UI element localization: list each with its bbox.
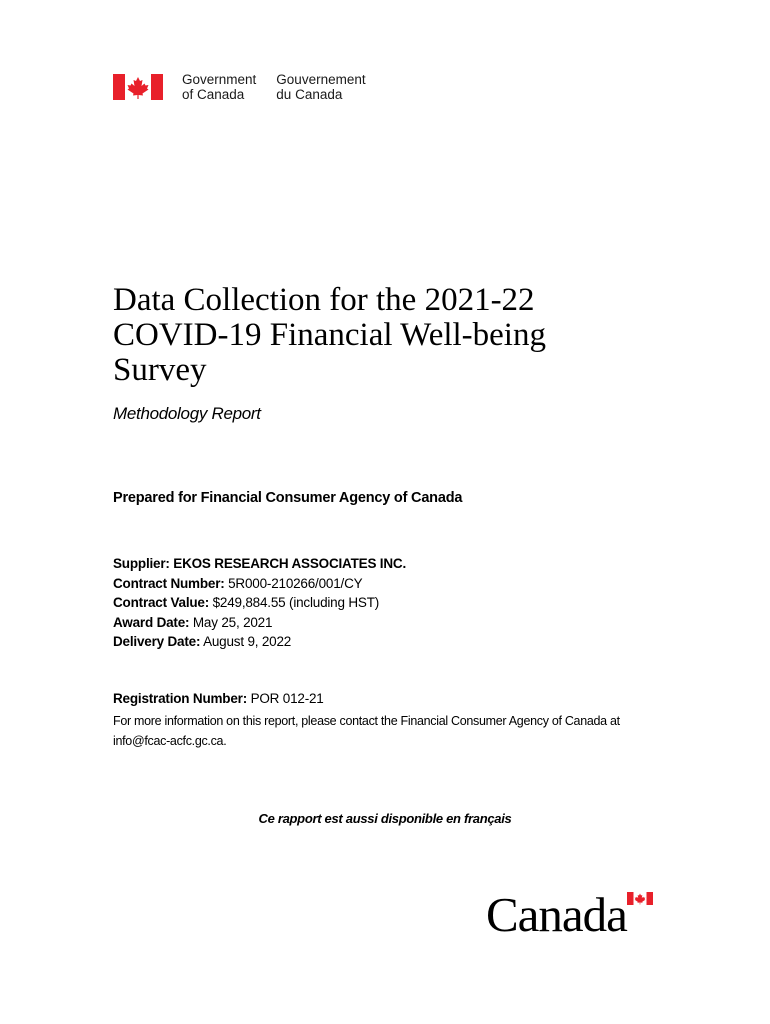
contract-number-value: 5R000-210266/001/CY [228,575,363,591]
contract-number-row [113,574,406,594]
supplier-value: EKOS RESEARCH ASSOCIATES INC. [173,556,406,571]
supplier-row [113,554,406,574]
title-line2: COVID-19 Financial Well-being [113,317,546,353]
gov-fr-line1: Gouvernement [276,72,366,87]
gov-en-line1: Government [182,72,257,87]
canada-wordmark-text: Canada [486,887,627,942]
government-of-canada-signature [113,72,366,102]
gov-en-line2: of Canada [182,87,245,102]
canada-wordmark-flag-icon [627,892,653,905]
registration-value: POR 012-21 [250,691,324,706]
government-of-canada-english [182,72,256,102]
french-note-text: Ce rapport est aussi disponible en français [258,811,512,826]
supplier-label: Supplier: [113,556,170,571]
contact-email: info@fcac-acfc.gc.ca. [113,734,227,748]
award-date-row [113,613,406,633]
title-line3: Survey [113,352,207,388]
contract-value-label: Contract Value: [113,595,210,610]
award-date-value: May 25, 2021 [192,614,273,630]
canada-wordmark [486,887,656,942]
registration-label: Registration Number: [113,691,248,706]
report-title [113,283,673,388]
contract-number-label: Contract Number: [113,575,225,591]
title-line1: Data Collection for the 2021-22 [113,282,535,318]
canada-flag-icon [113,74,163,100]
government-of-canada-french [276,72,365,102]
gov-fr-line2: du Canada [276,87,343,102]
contract-value-row [113,593,406,613]
contact-line1: For more information on this report, please contact the Financial Consumer Agency of Canada at [113,714,620,728]
delivery-date-label: Delivery Date: [113,634,201,649]
award-date-label: Award Date: [113,614,190,630]
contract-details [113,554,406,652]
contact-info [113,711,673,751]
report-subtitle: Methodology Report [113,404,261,423]
prepared-for: Prepared for Financial Consumer Agency of Canada [113,490,463,506]
contract-value-value: $249,884.55 (including HST) [212,595,380,610]
delivery-date-row [113,632,406,652]
registration-number [113,689,324,708]
delivery-date-value: August 9, 2022 [203,634,292,649]
french-availability-note [0,810,770,828]
